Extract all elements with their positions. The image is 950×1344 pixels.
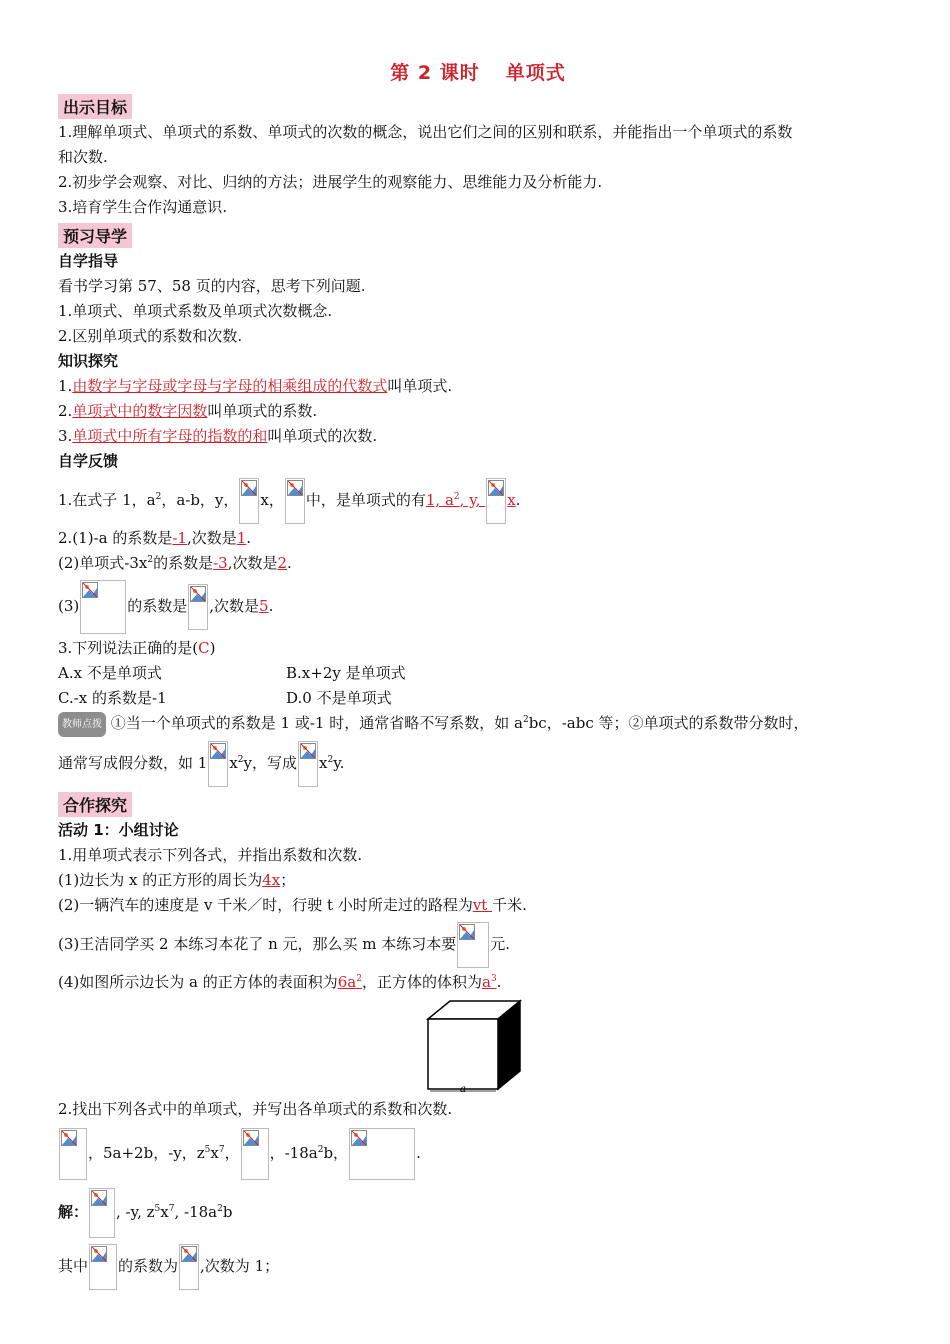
broken-image-icon [179, 1244, 199, 1290]
section-preview: 预习导学 [58, 223, 132, 248]
broken-image-icon [59, 1128, 87, 1180]
knowledge-item: 1.由数字与字母或字母与字母的相乘组成的代数式叫单项式. [58, 377, 453, 395]
knowledge-item: 2.单项式中的数字因数叫单项式的系数. [58, 402, 318, 420]
answer-blank: 由数字与字母或字母与字母的相乘组成的代数式 [72, 377, 388, 395]
answer-blank: 单项式中的数字因数 [72, 402, 208, 420]
goal-line: 1.理解单项式、单项式的系数、单项式的次数的概念，说出它们之间的区别和联系，并能指出一个单项式的系数 [58, 123, 793, 141]
feedback-q1: 1.在式子 1，$a^2$，a-b，y， x， 中，是单项式的有1, $a^2$, y, x. [58, 474, 898, 526]
feedback-q2-2: (2)单项式$-3x^2$的系数是-3,次数是2. [58, 554, 292, 572]
section-coop: 合作探究 [58, 792, 132, 817]
goal-line: 3.培育学生合作沟通意识. [58, 198, 228, 216]
feedback-q2-3: (3) 的系数是 ,次数是5. [58, 576, 898, 636]
page-title [58, 58, 898, 85]
option-a: A.x 不是单项式 [58, 664, 162, 682]
feedback-q2-1: 2.(1)-a 的系数是-1,次数是1. [58, 529, 252, 547]
answer-blank: 单项式中所有字母的指数的和 [72, 427, 268, 445]
solution-line: 解： , -y, $z^5x^7$, $-18a^2b$ [58, 1184, 898, 1240]
broken-image-icon [208, 741, 228, 787]
broken-image-icon [349, 1128, 415, 1180]
broken-image-icon [486, 478, 506, 524]
self-guide-line: 1.单项式、单项式系数及单项式次数概念. [58, 302, 333, 320]
teacher-tip-line2: 通常写成假分数，如 1 $x^2y$，写成 $x^2y$. [58, 737, 898, 789]
options-row [58, 661, 898, 686]
activity-heading: 活动 1：小组讨论 [58, 820, 179, 839]
section-goals: 出示目标 [58, 94, 132, 119]
teacher-tip-badge: 教师点拨 [58, 712, 106, 737]
goal-line: 2.初步学会观察、对比、归纳的方法；进展学生的观察能力、思维能力及分析能力. [58, 173, 603, 191]
activity-intro: 1.用单项式表示下列各式，并指出系数和次数. [58, 845, 363, 864]
knowledge-item: 3.单项式中所有字母的指数的和叫单项式的次数. [58, 427, 378, 445]
activity-q2: 2.找出下列各式中的单项式，并写出各单项式的系数和次数. [58, 1099, 453, 1118]
cube-edge-label: a [460, 1083, 466, 1093]
knowledge-heading: 知识探究 [58, 352, 119, 370]
broken-image-icon [89, 1244, 117, 1290]
title-topic: 单项式 [505, 62, 566, 84]
broken-image-icon [298, 741, 318, 787]
activity-p2: (2)一辆汽车的速度是 v 千米／时，行驶 t 小时所走过的路程为vt 千米. [58, 895, 527, 914]
option-d: D.0 不是单项式 [286, 689, 392, 707]
title-lesson: 第 2 课时 [390, 62, 480, 84]
activity-q2-expressions: ，5a+2b，-y，$z^5x^7$， ，$-18a^2b$， . [58, 1122, 898, 1184]
activity-p1: (1)边长为 x 的正方形的周长为4x； [58, 870, 296, 889]
self-guide-heading: 自学指导 [58, 252, 119, 270]
broken-image-icon [285, 478, 305, 524]
broken-image-icon [241, 1128, 269, 1180]
broken-image-icon [80, 580, 126, 634]
goal-line: 和次数. [58, 148, 108, 166]
option-c: C.-x 的系数是-1 [58, 689, 167, 707]
option-b: B.x+2y 是单项式 [286, 664, 406, 682]
activity-p3: (3)王洁同学买 2 本练习本花了 n 元，那么买 m 本练习本要 元. [58, 918, 898, 970]
solution-detail: 其中 的系数为 ,次数为 1； [58, 1240, 898, 1292]
feedback-heading: 自学反馈 [58, 452, 119, 470]
broken-image-icon [188, 584, 208, 630]
feedback-q3: 3.下列说法正确的是(C) [58, 639, 216, 657]
broken-image-icon [457, 922, 489, 968]
self-guide-line: 2.区别单项式的系数和次数. [58, 327, 243, 345]
broken-image-icon [89, 1188, 115, 1238]
cube-figure [426, 999, 526, 1093]
self-guide-line: 看书学习第 57、58 页的内容，思考下列问题. [58, 277, 366, 295]
answer-blank: 1, $a^2$, y, [425, 491, 486, 509]
worksheet-page [58, 58, 898, 1292]
teacher-tip: 教师点拨 ①当一个单项式的系数是 1 或-1 时，通常省略不写系数，如 $a^2bc$，-abc 等；②单项式的系数带分数时， [58, 711, 898, 737]
options-row [58, 686, 898, 711]
broken-image-icon [239, 478, 259, 524]
activity-p4: (4)如图所示边长为 a 的正方体的表面积为$6a^2$，正方体的体积为$a^3$. [58, 972, 502, 991]
